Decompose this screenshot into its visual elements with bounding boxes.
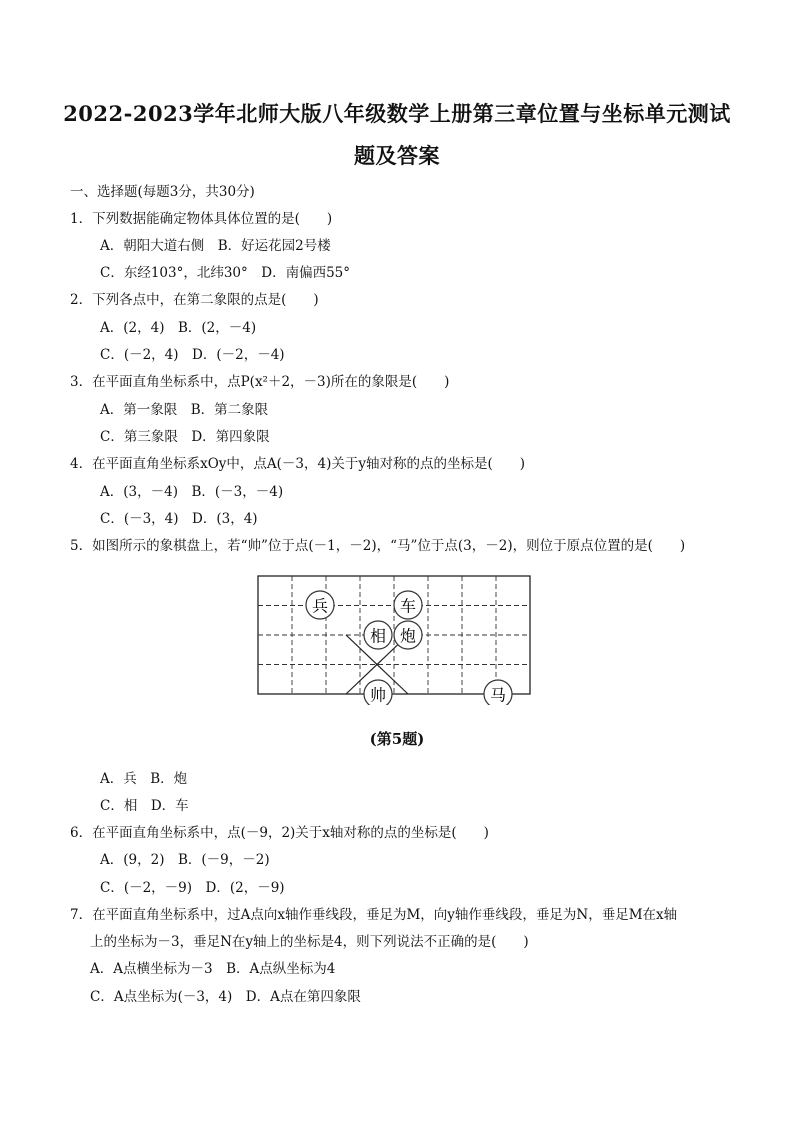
question-7-options-ab: A．A点横坐标为－3 B．A点纵坐标为4 — [90, 961, 336, 977]
piece-che — [394, 591, 422, 619]
question-5: 5．如图所示的象棋盘上，若“帅”位于点(－1，－2)，“马”位于点(3，－2)，则位于原点位置的是( ) — [70, 538, 686, 554]
piece-ma — [484, 680, 512, 705]
piece-pao-label: 炮 — [399, 626, 417, 646]
piece-pao — [394, 621, 422, 649]
piece-xiang-label: 相 — [369, 626, 387, 646]
question-5-options-ab: A．兵 B．炮 — [100, 771, 188, 787]
title-line-2: 题及答案 — [354, 143, 440, 168]
question-3: 3．在平面直角坐标系中，点P(x²＋2，－3)所在的象限是( ) — [70, 374, 450, 390]
question-4-options-cd: C．(－3，4) D．(3，4) — [100, 511, 258, 527]
question-1-options-cd: C．东经103°，北纬30° D．南偏西55° — [100, 265, 351, 281]
title-line-1: 2022-2023学年北师大版八年级数学上册第三章位置与坐标单元测试 — [63, 101, 731, 126]
question-4-options-ab: A．(3，－4) B．(－3，－4) — [100, 484, 284, 500]
question-6-options-cd: C．(－2，－9) D．(2，－9) — [100, 880, 285, 896]
piece-shuai-label: 帅 — [369, 685, 387, 705]
question-5-options-cd: C．相 D．车 — [100, 798, 189, 814]
question-3-options-cd: C．第三象限 D．第四象限 — [100, 429, 270, 445]
question-6-options-ab: A．(9，2) B．(－9，－2) — [100, 852, 270, 868]
question-1: 1．下列数据能确定物体具体位置的是( ) — [70, 211, 333, 227]
question-6: 6．在平面直角坐标系中，点(－9，2)关于x轴对称的点的坐标是( ) — [70, 825, 489, 841]
question-2-options-cd: C．(－2，4) D．(－2，－4) — [100, 347, 285, 363]
chessboard-figure — [250, 570, 540, 705]
piece-xiang — [364, 621, 392, 649]
piece-che-label: 车 — [399, 596, 417, 616]
piece-shuai — [364, 680, 392, 705]
question-4: 4．在平面直角坐标系xOy中，点A(－3，4)关于y轴对称的点的坐标是( ) — [70, 456, 526, 472]
question-2-options-ab: A．(2，4) B．(2，－4) — [100, 320, 257, 336]
question-1-options-ab: A．朝阳大道右侧 B．好运花园2号楼 — [100, 238, 331, 254]
piece-ma-label: 马 — [489, 685, 507, 705]
question-7-continued: 上的坐标为－3，垂足N在y轴上的坐标是4，则下列说法不正确的是( ) — [90, 934, 529, 950]
question-3-options-ab: A．第一象限 B．第二象限 — [100, 402, 269, 418]
question-7: 7．在平面直角坐标系中，过A点向x轴作垂线段，垂足为M，向y轴作垂线段，垂足为N，垂足M在x轴 — [70, 907, 678, 923]
question-7-options-cd: C．A点坐标为(－3，4) D．A点在第四象限 — [90, 989, 361, 1005]
section-heading: 一、选择题(每题3分，共30分) — [70, 184, 255, 200]
question-2: 2．下列各点中，在第二象限的点是( ) — [70, 292, 319, 308]
figure-caption: (第5题) — [369, 730, 425, 748]
piece-bing-label: 兵 — [311, 596, 329, 616]
piece-bing — [306, 591, 334, 619]
